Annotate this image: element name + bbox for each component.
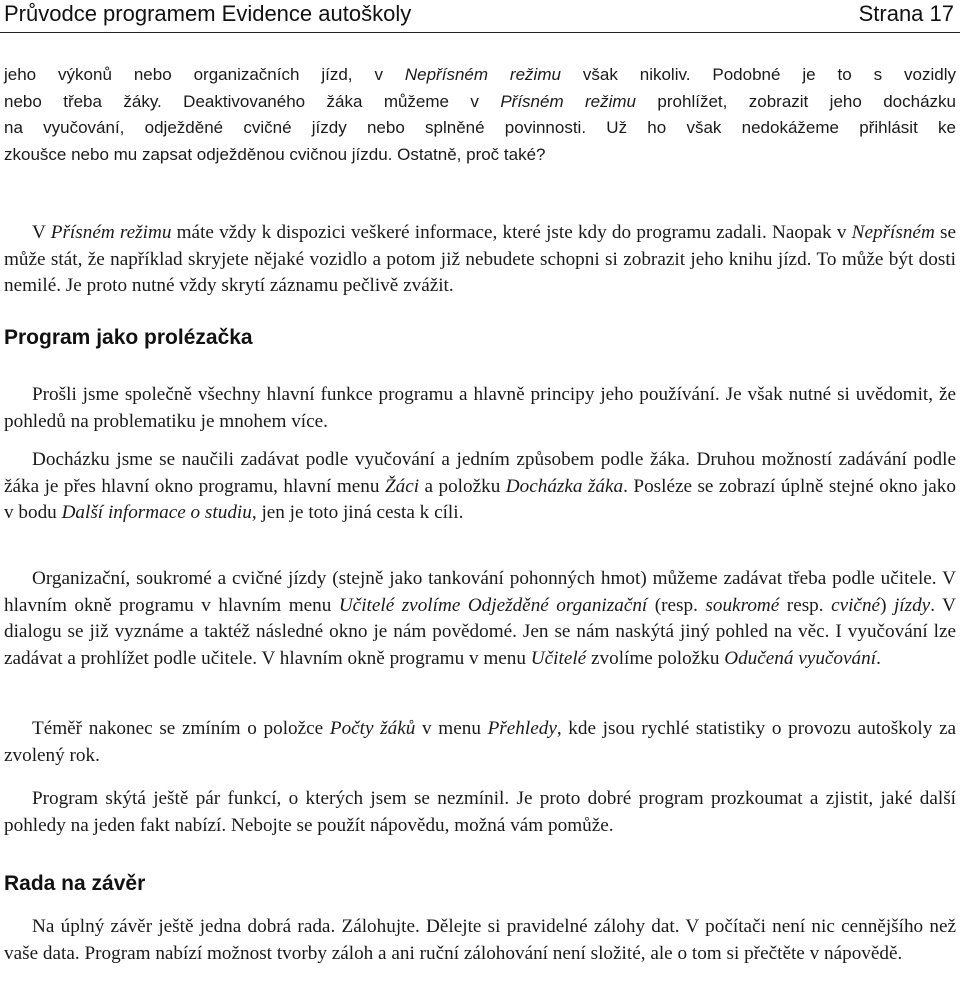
paragraph-4: Docházku jsme se naučili zadávat podle vyučování a jedním způsobem podle žáka. Druhou možností zadávání podle žáka je přes hlavní okno programu, hlavní menu Žáci a položku Docházka žáka. Posléze se zobrazí úplně stejné okno jako v bodu Další informace o studiu, jen je toto jiná cesta k cíli. [4,449,956,524]
heading-rada-na-zaver: Rada na závěr [4,872,146,895]
page-header [0,0,960,33]
paragraph-5: Organizační, soukromé a cvičné jízdy (stejně jako tankování pohonných hmot) můžeme zadávat třeba podle učitele. V hlavním okně programu v hlavním menu Učitelé zvolíme Odježděné organizační (resp. soukromé resp. cvičné) jízdy. V dialogu se již vyznáme a taktéž následné okno je nám povědomé. Jen se nám naskýtá jiný pohled na věc. I vyučování lze zadávat a prohlížet podle učitele. V hlavním okně programu v menu Učitelé zvolíme položku Odučená vyučování. [4,568,957,669]
heading-program-jako-prolezacka: Program jako prolézačka [4,326,253,349]
paragraph-1: jeho výkonů nebo organizačních jízd, v Nepřísném režimu však nikoliv. Podobné je to s vozidly nebo třeba žáky. Deaktivovaného žáka můžeme v Přísném režimu prohlížet, zobrazit jeho docházku na vyučování, odježděné cvičné jízdy nebo splněné povinnosti. Už ho však nedokážeme přihlásit ke zkoušce nebo mu zapsat odježděnou cvičnou jízdu. Ostatně, proč také? [4,65,957,164]
page-number: Strana 17 [858,1,954,26]
paragraph-7: Program skýtá ještě pár funkcí, o kterých jsem se nezmínil. Je proto dobré program prozkoumat a zjistit, jaké další pohledy na jeden fakt nabízí. Nebojte se použít nápovědu, možná vám pomůže. [4,788,956,836]
paragraph-3: Prošli jsme společně všechny hlavní funkce programu a hlavně principy jeho používání. Je však nutné si uvědomit, že pohledů na problematiku je mnohem více. [4,384,956,432]
document-title: Průvodce programem Evidence autoškoly [4,1,412,26]
paragraph-2: V Přísném režimu máte vždy k dispozici veškeré informace, které jste kdy do programu zadali. Naopak v Nepřísném se může stát, že například skryjete nějaké vozidlo a potom již nebudete schopni si zobrazit jeho knihu jízd. To může být dosti nemilé. Je proto nutné vždy skrytí záznamu pečlivě zvážit. [4,222,956,297]
paragraph-6: Téměř nakonec se zmíním o položce Počty žáků v menu Přehledy, kde jsou rychlé statistiky o provozu autoškoly za zvolený rok. [4,718,956,766]
paragraph-8: Na úplný závěr ještě jedna dobrá rada. Zálohujte. Dělejte si pravidelné zálohy dat. V počítači není nic cennějšího než vaše data. Program nabízí možnost tvorby záloh a ani ruční zálohování není složité, ale o tom si přečtěte v nápovědě. [4,916,956,964]
